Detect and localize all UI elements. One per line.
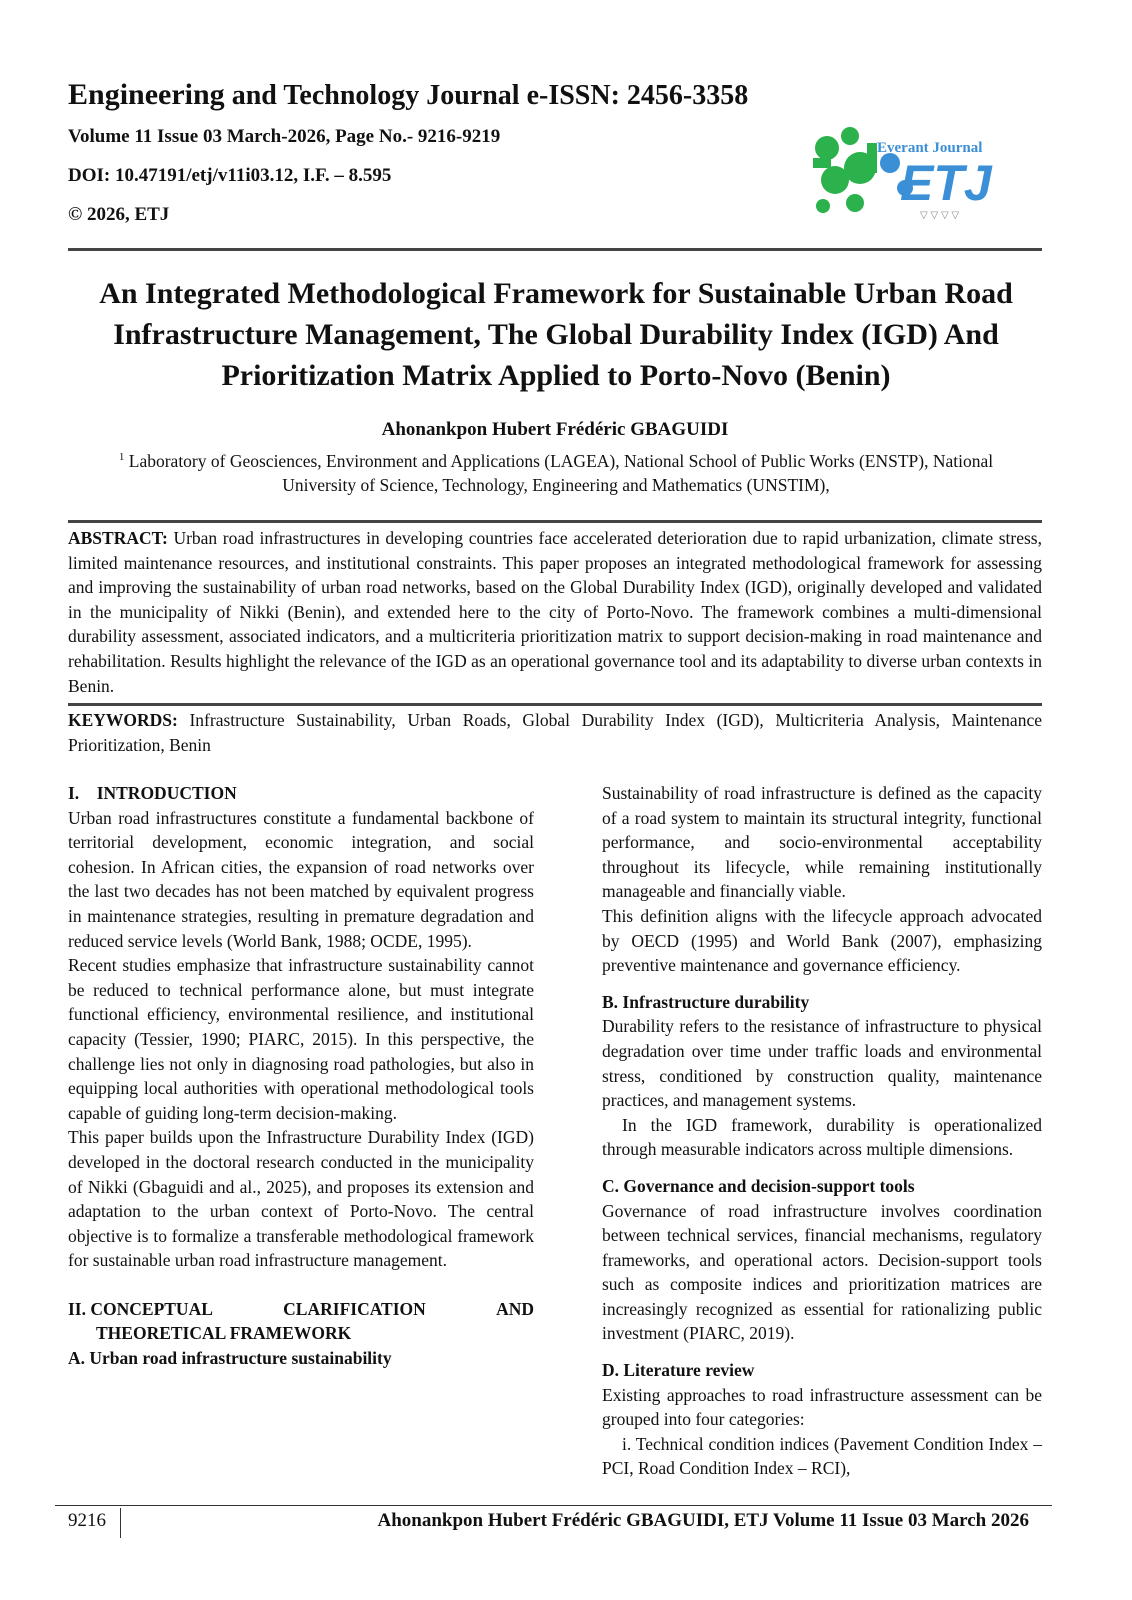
definition-paragraph: This definition aligns with the lifecycle approach advocated by OECD (1995) and World Bank (2007), emphasizing preventive maintenance and governance efficiency. bbox=[602, 905, 1042, 976]
intro-paragraph-2: Recent studies emphasize that infrastructure sustainability cannot be reduced to technical performance alone, but must integrate functional efficiency, environmental resilience, and institutional capacity (Tessier, 1990; PIARC, 2015). In this perspective, the challenge lies not only in diagnosing road pathologies, but also in equipping local authorities with operational methodological tools capable of guiding long-term decision-making. bbox=[68, 955, 534, 1123]
footer-running-title: Ahonankpon Hubert Frédéric GBAGUIDI, ETJ Volume 11 Issue 03 March 2026 bbox=[377, 1510, 1029, 1531]
etj-logo bbox=[805, 118, 1015, 228]
affiliation: $^1$ Laboratory of Geosciences, Environment and Applications (LAGEA), National School of Public Works (ENSTP), National University of Science, Technology, Engineering and Mathematics (UNSTIM), bbox=[118, 450, 994, 495]
page-number: 9216 bbox=[68, 1510, 106, 1531]
keywords: KEYWORDS: Infrastructure Sustainability, Urban Roads, Global Durability Index (IGD), Multicriteria Analysis, Maintenance Prioritization, Benin bbox=[68, 710, 1042, 755]
author-name: Ahonankpon Hubert Frédéric GBAGUIDI bbox=[381, 419, 729, 440]
governance-paragraph: Governance of road infrastructure involves coordination between technical services, financial mechanisms, regulatory frameworks, and operational actors. Decision-support tools such as composite indices and prioritization matrices are increasingly recognized as essential for rationalizing public investment (PIARC, 2019). bbox=[602, 1200, 1042, 1344]
igd-paragraph: In the IGD framework, durability is operationalized through measurable indicators across multiple dimensions. bbox=[602, 1114, 1042, 1160]
doi-line: DOI: 10.47191/etj/v11i03.12, I.F. – 8.595 bbox=[68, 165, 392, 186]
copyright-line: © 2026, ETJ bbox=[68, 204, 170, 225]
paper-title: An Integrated Methodological Framework for Sustainable Urban Road Infrastructure Management, The Global Durability Index (IGD) And Prioritization Matrix Applied to Porto-Novo (Benin) bbox=[99, 277, 1013, 392]
durability-paragraph: Durability refers to the resistance of infrastructure to physical degradation over time under traffic loads and environmental stress, conditioned by construction quality, maintenance practices, and management systems. bbox=[602, 1016, 1042, 1111]
volume-line: Volume 11 Issue 03 March-2026, Page No.- 9216-9219 bbox=[68, 126, 501, 147]
footer-rule bbox=[55, 1505, 1052, 1506]
keywords-rule bbox=[68, 703, 1042, 706]
journal-title: Engineering and Technology Journal e-ISSN: 2456-3358 bbox=[68, 78, 749, 111]
left-column bbox=[68, 781, 534, 1371]
abstract-rule bbox=[68, 520, 1042, 523]
subsection-heading-a: A. Urban road infrastructure sustainability bbox=[68, 1348, 392, 1369]
section-heading-introduction: I. INTRODUCTION bbox=[68, 783, 237, 803]
logo-main-text: ETJ bbox=[900, 155, 992, 211]
subsection-heading-d: D. Literature review bbox=[602, 1360, 755, 1381]
journal-header bbox=[68, 78, 748, 243]
abstract: ABSTRACT: Urban road infrastructures in developing countries face accelerated deterioration due to rapid urbanization, climate stress, limited maintenance resources, and institutional constraints. This paper proposes an integrated methodological framework for assessing and improving the sustainability of urban road networks, based on the Global Durability Index (IGD), originally developed and validated in the municipality of Nikki (Benin), and extended here to the city of Porto-Novo. The framework combines a multi-dimensional durability assessment, associated indicators, and a multicriteria prioritization matrix to support decision-making in road maintenance and rehabilitation. Results highlight the relevance of the IGD as an operational governance tool and its adaptability to diverse urban contexts in Benin. bbox=[68, 528, 1042, 696]
section-heading-conceptual-cont: THEORETICAL FRAMEWORK bbox=[96, 1323, 352, 1344]
intro-paragraph-1: Urban road infrastructures constitute a fundamental backbone of territorial development, economic integration, and social cohesion. In African cities, the expansion of road networks over the last two decades has not been matched by equivalent progress in maintenance strategies, resulting in premature degradation and reduced service levels (World Bank, 1988; OCDE, 1995). bbox=[68, 807, 534, 951]
literature-item-i: i. Technical condition indices (Pavement Condition Index – PCI, Road Condition Index – RCI), bbox=[602, 1433, 1042, 1479]
logo-top-text: Everant Journal bbox=[877, 140, 983, 156]
section-heading-conceptual: II. CONCEPTUAL CLARIFICATION AND bbox=[68, 1298, 534, 1319]
header-rule bbox=[68, 248, 1042, 251]
sustainability-paragraph: Sustainability of road infrastructure is defined as the capacity of a road system to maintain its structural integrity, functional performance, and socio-environmental acceptability throughout its lifecycle, while remaining institutionally manageable and financially viable. bbox=[602, 783, 1042, 902]
literature-paragraph: Existing approaches to road infrastructure assessment can be grouped into four categories: bbox=[602, 1384, 1042, 1430]
subsection-heading-b: B. Infrastructure durability bbox=[602, 991, 810, 1012]
footer-divider bbox=[120, 1508, 121, 1538]
intro-paragraph-3: This paper builds upon the Infrastructure Durability Index (IGD) developed in the doctoral research conducted in the municipality of Nikki (Gbaguidi and al., 2025), and proposes its extension and adaptation to the urban context of Porto-Novo. The central objective is to formalize a transferable methodological framework for sustainable urban road infrastructure management. bbox=[68, 1127, 534, 1271]
subsection-heading-c: C. Governance and decision-support tools bbox=[602, 1175, 915, 1196]
svg-text:▽ ▽ ▽ ▽: ▽ ▽ ▽ ▽ bbox=[920, 210, 960, 221]
right-column bbox=[602, 781, 1042, 1481]
